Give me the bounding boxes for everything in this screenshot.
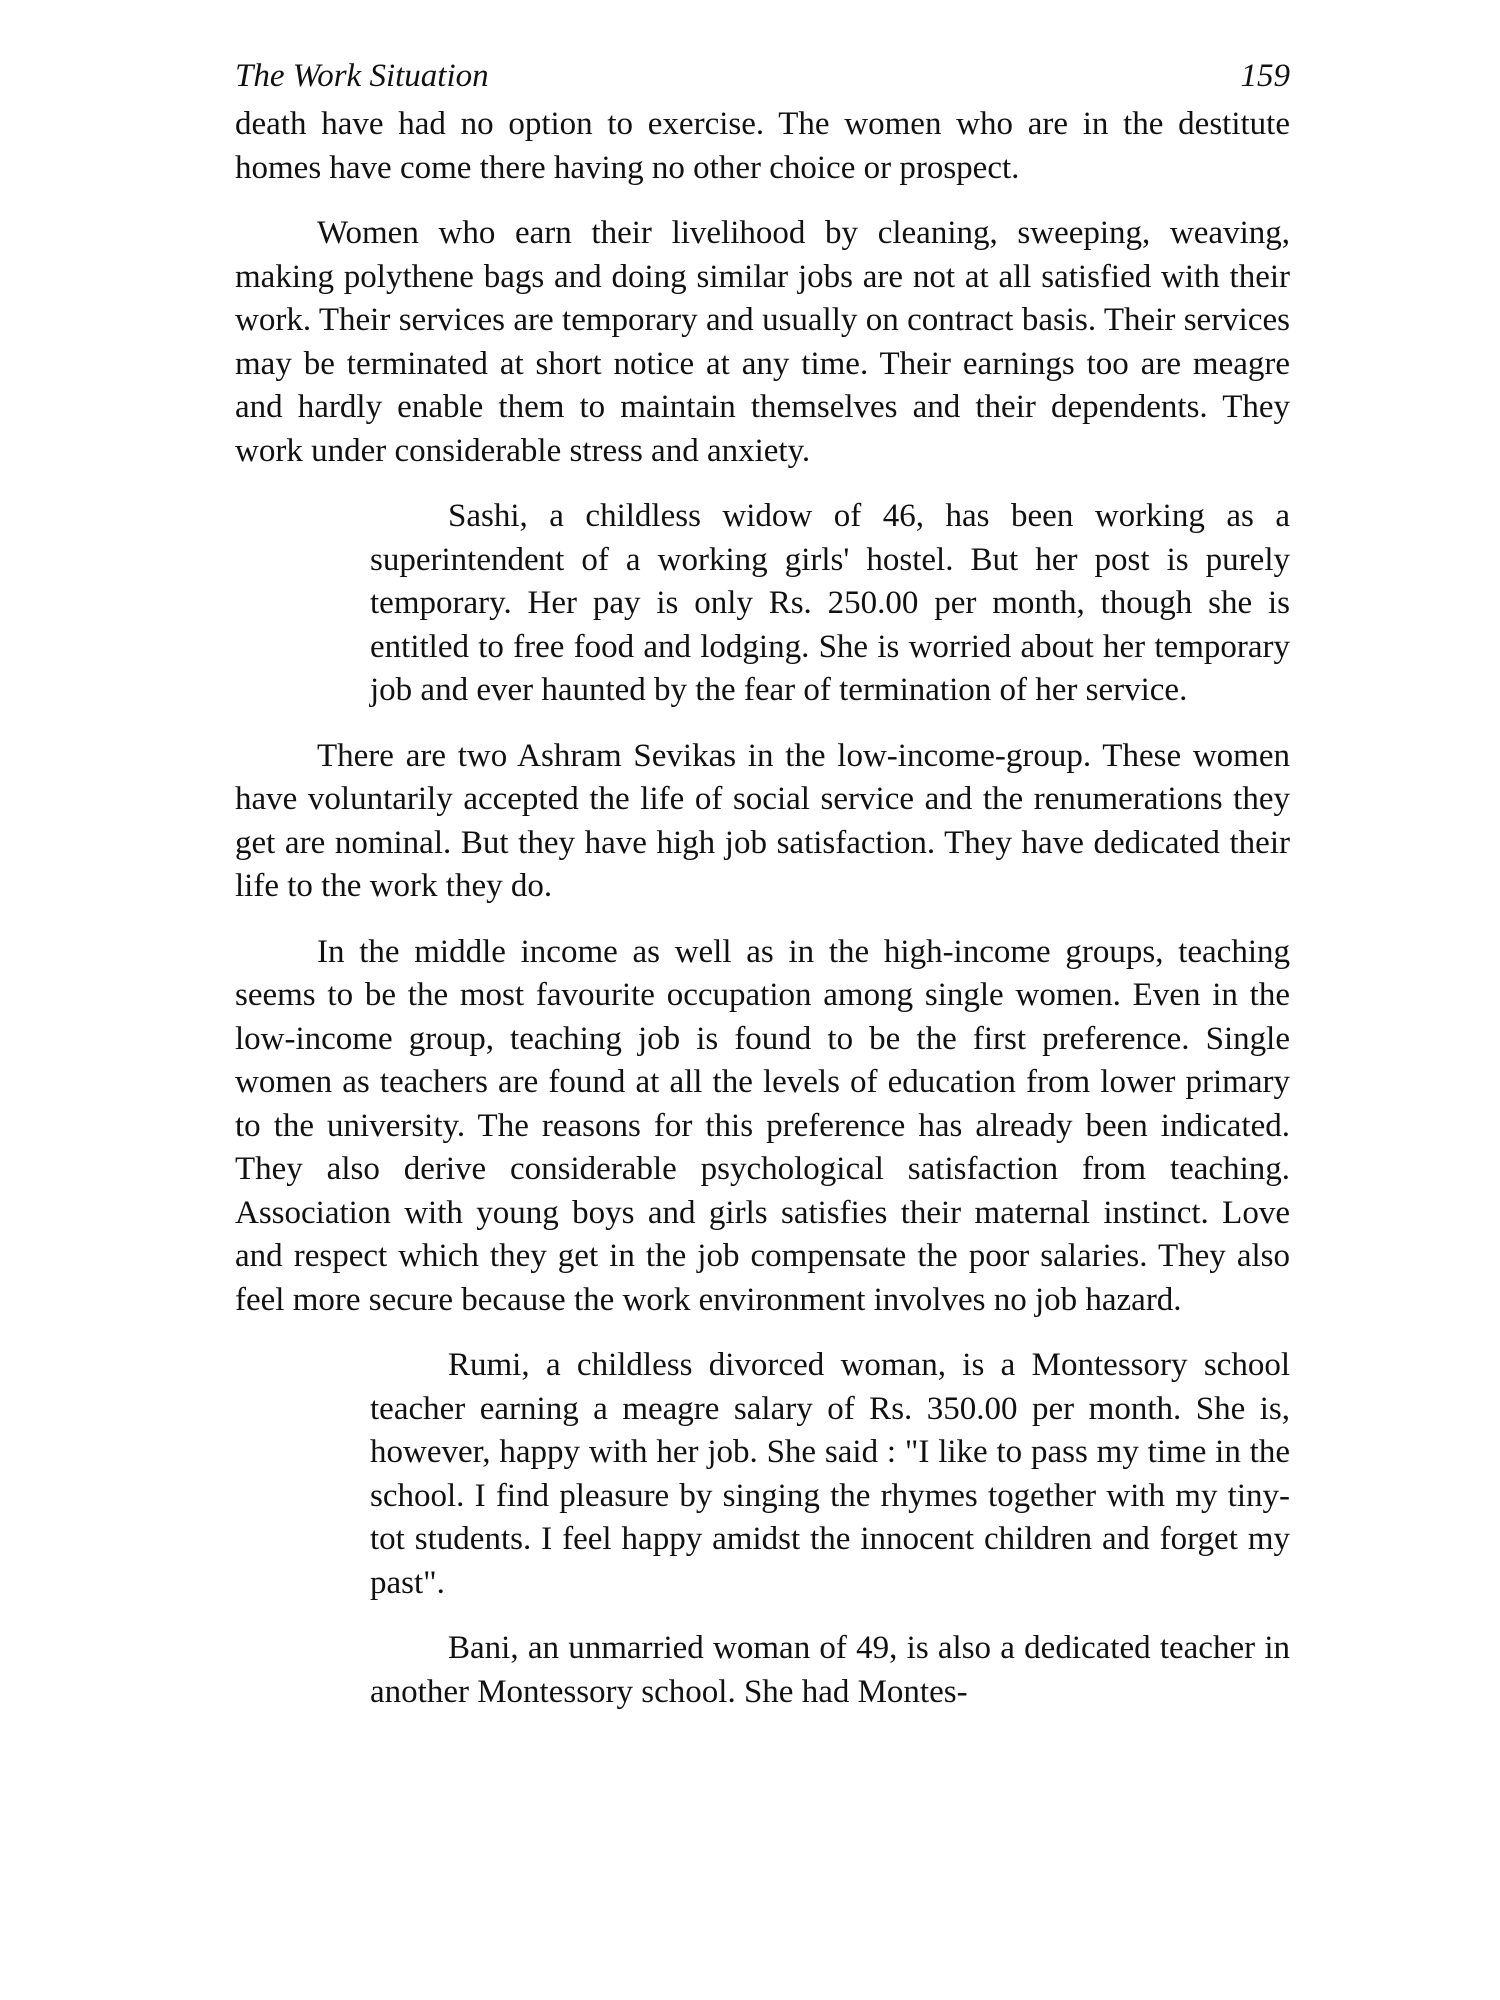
book-page (235, 55, 1290, 1736)
case-study-rumi: Rumi, a childless divorced woman, is a Montessory school teacher earning a meagre salary of Rs. 350.00 per month. She is, however, happy with her job. She said : "I like to pass my time in the school. I find pleasure by singing the rhymes together with my tiny-tot students. I feel happy amidst the innocent children and forget my past". (370, 1347, 1290, 1601)
running-head (235, 55, 1290, 99)
case-study-sashi: Sashi, a childless widow of 46, has been working as a superintendent of a working girls' hostel. But her post is purely temporary. Her pay is only Rs. 250.00 per month, though she is entitled to free food and lodging. She is worried about her temporary job and ever haunted by the fear of termination of her service. (370, 498, 1290, 708)
page-number: 159 (1240, 58, 1290, 94)
paragraph-teaching-preference: In the middle income as well as in the high-income groups, teaching seems to be the most favourite occupation among single women. Even in the low-income group, teaching job is found to be the first preference. Single women as teachers are found at all the levels of education from lower primary to the university. The reasons for this preference has already been indicated. They also derive considerable psychological satisfaction from teaching. Association with young boys and girls satisfies their maternal instinct. Love and respect which they get in the job compensate the poor salaries. They also feel more secure because the work environment involves no job hazard. (235, 933, 1290, 1318)
case-study-bani: Bani, an unmarried woman of 49, is also a dedicated teacher in another Montessory school. She had Montes- (370, 1630, 1290, 1710)
paragraph-destitute-homes: death have had no option to exercise. The women who are in the destitute homes have come there having no other choice or prospect. (235, 106, 1290, 186)
paragraph-low-wage-work: Women who earn their livelihood by cleaning, sweeping, weaving, making polythene bags and doing similar jobs are not at all satisfied with their work. Their services are temporary and usually on contract basis. Their services may be terminated at short notice at any time. Their earnings too are meagre and hardly enable them to maintain themselves and their dependents. They work under considerable stress and anxiety. (235, 215, 1290, 469)
paragraph-ashram-sevikas: There are two Ashram Sevikas in the low-income-group. These women have voluntarily accepted the life of social service and the renumerations they get are nominal. But they have high job satisfaction. They have dedicated their life to the work they do. (235, 737, 1290, 904)
chapter-title: The Work Situation (235, 58, 489, 94)
